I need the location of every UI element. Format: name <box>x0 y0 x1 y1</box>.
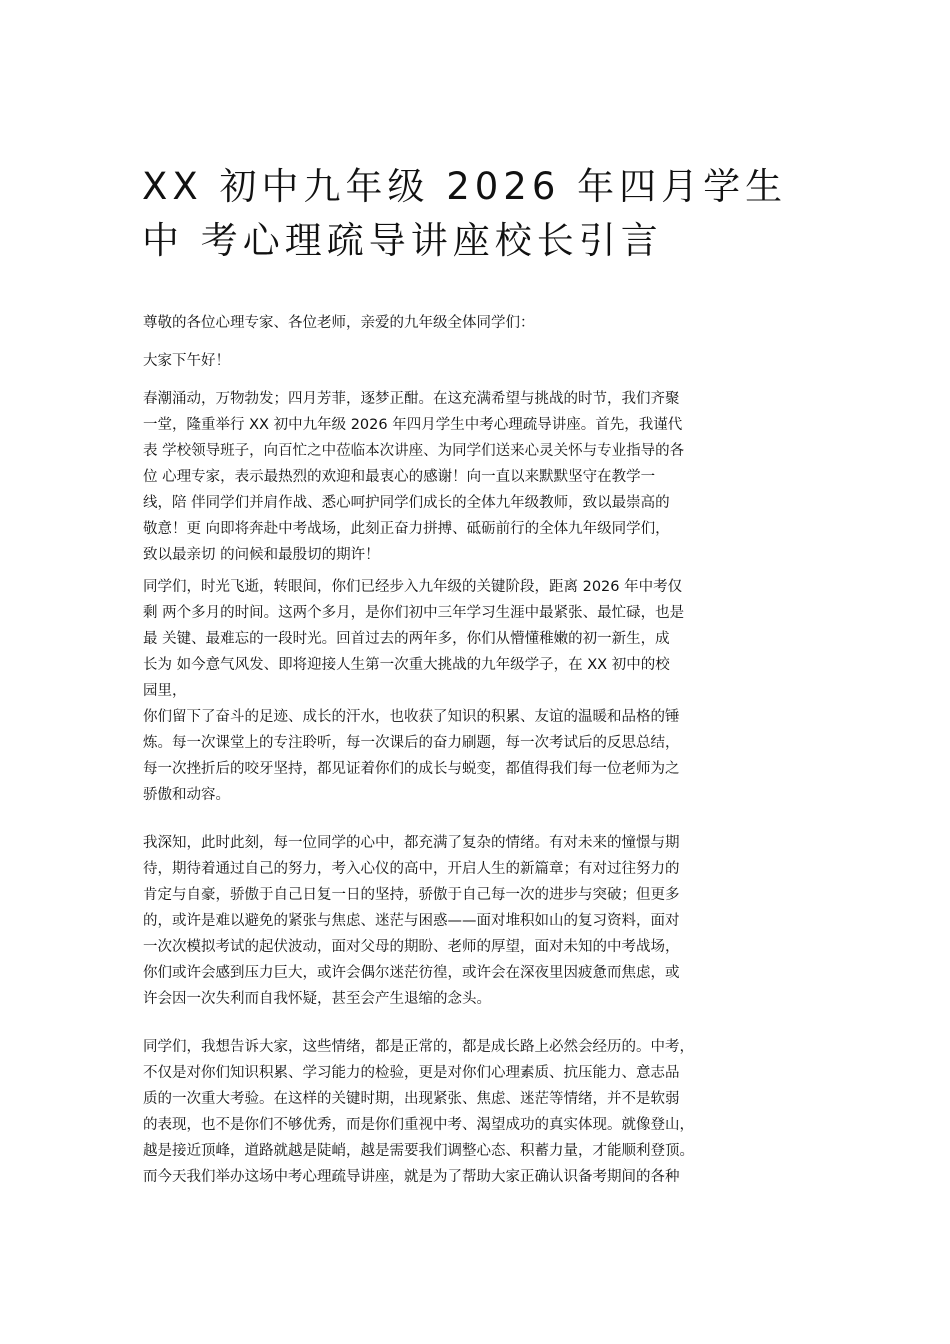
greeting <box>143 348 823 374</box>
title-line-2: 中 考心理疏导讲座校长引言 <box>142 219 663 262</box>
text-line: 炼。每一次课堂上的专注聆听，每一次课后的奋力刷题，每一次考试后的反思总结， <box>143 735 680 751</box>
text-line: 而今天我们举办这场中考心理疏导讲座，就是为了帮助大家正确认识备考期间的各种 <box>143 1169 680 1185</box>
text-line: 园里， <box>143 683 187 699</box>
text-line: 每一次挫折后的咬牙坚持，都见证着你们的成长与蜕变，都值得我们每一位老师为之 <box>143 761 680 777</box>
text-line: 剩 两个多月的时间。这两个多月，是你们初中三年学习生涯中最紧张、最忙碌，也是 <box>143 605 685 621</box>
text-line: 待，期待着通过自己的努力，考入心仪的高中，开启人生的新篇章；有对过往努力的 <box>143 861 680 877</box>
text-line: 线，陪 伴同学们并肩作战、悉心呵护同学们成长的全体九年级教师，致以最崇高的 <box>143 495 670 511</box>
text-line: 最 关键、最难忘的一段时光。回首过去的两年多，你们从懵懂稚嫩的初一新生，成 <box>143 631 670 647</box>
text-line: 一次次模拟考试的起伏波动，面对父母的期盼、老师的厚望，面对未知的中考战场， <box>143 939 680 955</box>
title-line-1: XX 初中九年级 2026 年四月学生 <box>142 165 788 208</box>
paragraph-4 <box>143 1034 823 1190</box>
text-line: 许会因一次失利而自我怀疑，甚至会产生退缩的念头。 <box>143 991 491 1007</box>
text-line: 同学们，我想告诉大家，这些情绪，都是正常的，都是成长路上必然会经历的。中考， <box>143 1039 694 1055</box>
text-line: 你们留下了奋斗的足迹、成长的汗水，也收获了知识的积累、友谊的温暖和品格的锤 <box>143 709 680 725</box>
text-line: 一堂，隆重举行 XX 初中九年级 2026 年四月学生中考心理疏导讲座。首先，我谨代 <box>143 417 683 433</box>
text-line: 你们或许会感到压力巨大，或许会偶尔迷茫彷徨，或许会在深夜里因疲惫而焦虑，或 <box>143 965 680 981</box>
text-line: 越是接近顶峰，道路就越是陡峭，越是需要我们调整心态、积蓄力量，才能顺利登顶。 <box>143 1143 694 1159</box>
text-line: 肯定与自豪，骄傲于自己日复一日的坚持，骄傲于自己每一次的进步与突破；但更多 <box>143 887 680 903</box>
salutation-line: 尊敬的各位心理专家、各位老师，亲爱的九年级全体同学们： <box>143 315 535 331</box>
document-body <box>143 310 823 1190</box>
text-line: 不仅是对你们知识积累、学习能力的检验，更是对你们心理素质、抗压能力、意志品 <box>143 1065 680 1081</box>
salutation <box>143 310 823 336</box>
text-line: 致以最亲切 的问候和最殷切的期许！ <box>143 547 380 563</box>
text-line: 春潮涌动，万物勃发；四月芳菲，逐梦正酣。在这充满希望与挑战的时节，我们齐聚 <box>143 391 680 407</box>
text-line: 位 心理专家，表示最热烈的欢迎和最衷心的感谢！向一直以来默默坚守在教学一 <box>143 469 656 485</box>
text-line: 同学们，时光飞逝，转眼间，你们已经步入九年级的关键阶段，距离 2026 年中考仅 <box>143 579 683 595</box>
text-line: 表 学校领导班子，向百忙之中莅临本次讲座、为同学们送来心灵关怀与专业指导的各 <box>143 443 685 459</box>
text-line: 质的一次重大考验。在这样的关键时期，出现紧张、焦虑、迷茫等情绪，并不是软弱 <box>143 1091 680 1107</box>
document-title <box>142 160 822 268</box>
text-line: 敬意！更 向即将奔赴中考战场，此刻正奋力拼搏、砥砺前行的全体九年级同学们， <box>143 521 670 537</box>
text-line: 的表现，也不是你们不够优秀，而是你们重视中考、渴望成功的真实体现。就像登山， <box>143 1117 694 1133</box>
text-line: 我深知，此时此刻，每一位同学的心中，都充满了复杂的情绪。有对未来的憧憬与期 <box>143 835 680 851</box>
text-line: 骄傲和动容。 <box>143 787 230 803</box>
text-line: 的，或许是难以避免的紧张与焦虑、迷茫与困惑——面对堆积如山的复习资料，面对 <box>143 913 680 929</box>
paragraph-3 <box>143 830 823 1012</box>
paragraph-1 <box>143 386 823 568</box>
paragraph-2 <box>143 574 823 808</box>
greeting-line: 大家下午好！ <box>143 353 230 369</box>
text-line: 长为 如今意气风发、即将迎接人生第一次重大挑战的九年级学子，在 XX 初中的校 <box>143 657 670 673</box>
